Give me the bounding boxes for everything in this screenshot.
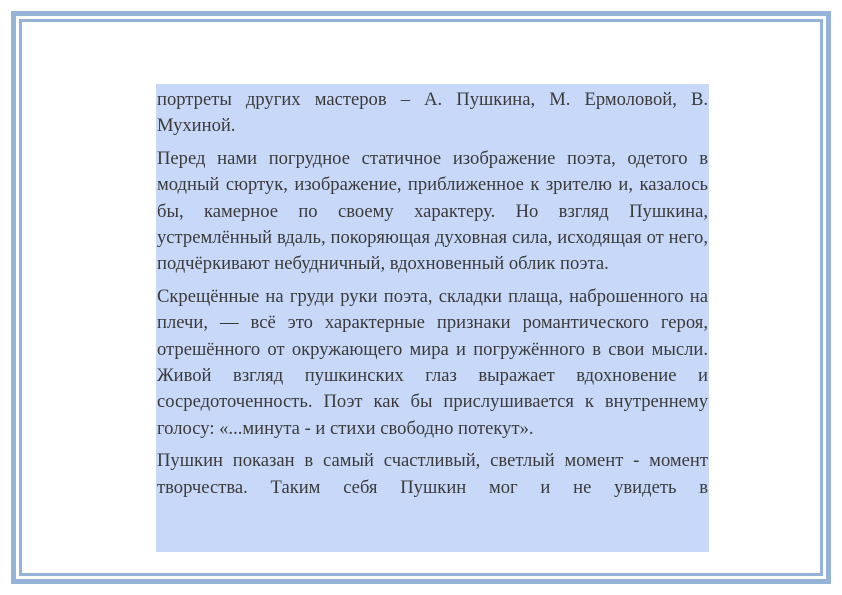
paragraph-4: Пушкин показан в самый счастливый, светлый момент - момент творчества. Таким себя Пушкин мог и не увидеть в: [157, 450, 708, 498]
paragraph-1: портреты других мастеров – А. Пушкина, М. Ермоловой, В. Мухиной.: [157, 89, 708, 137]
paragraph-3: Скрещённые на груди руки поэта, складки плаща, наброшенного на плечи, — всё это характерные признаки романтического героя, отрешённого от окружающего мира и погружённого в свои мысли. Живой взгляд пушкинских глаз выражает вдохновение и сосредоточенность. Поэт как бы прислушивается к внутреннему голосу: «...минута - и стихи свободно потекут».: [157, 285, 708, 439]
paragraph-2: Перед нами погрудное статичное изображение поэта, одетого в модный сюртук, изображение, приближенное к зрителю и, казалось бы, камерное по своему характеру. Но взгляд Пушкина, устремлённый вдаль, покоряющая духовная сила, исходящая от него, подчёркивают небудничный, вдохновенный облик поэта.: [157, 147, 708, 275]
text-block: [156, 84, 709, 552]
